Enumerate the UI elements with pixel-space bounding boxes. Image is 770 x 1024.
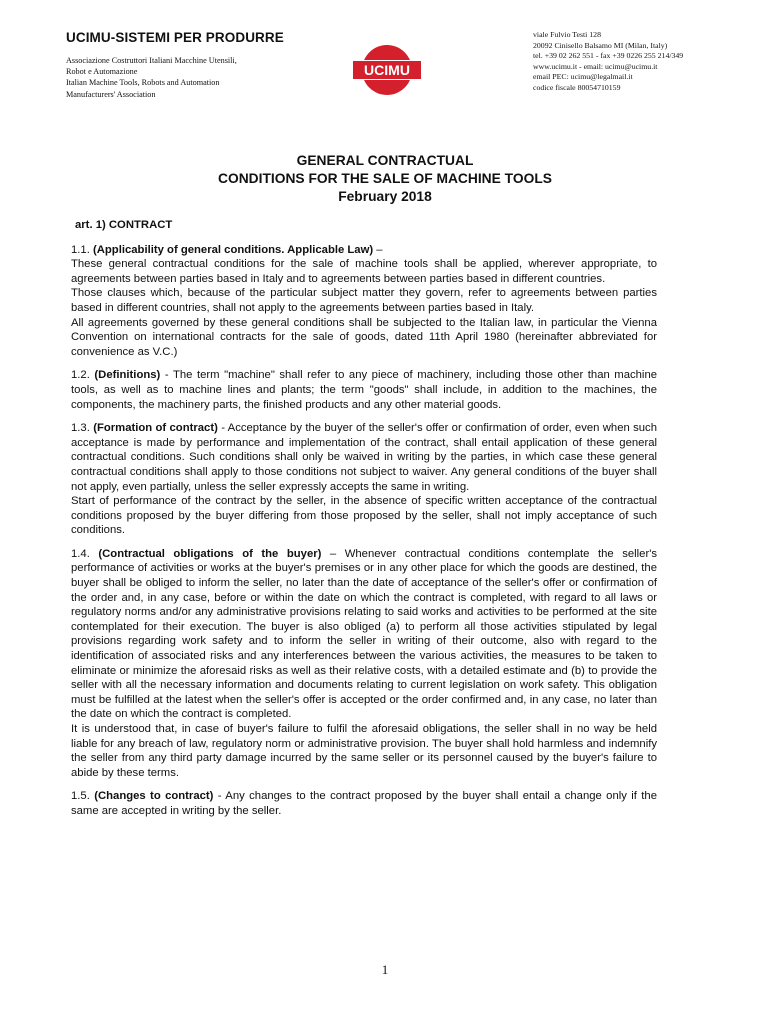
title-date: February 2018 bbox=[338, 189, 432, 204]
section-title: (Contractual obligations of the buyer) bbox=[98, 547, 322, 560]
section-number: 1.1. bbox=[71, 243, 93, 256]
section-paragraph: It is understood that, in case of buyer's failure to fulfil the aforesaid obligations, the seller shall in no way be held liable for any breach of law, regulatory norm or administrative provision. The buyer shall hold harmless and indemnify the seller from any third party damage incurred by the same seller or its personnel caused by the buyer's failure to abide by these terms. bbox=[71, 723, 657, 779]
assoc-line: Robot e Automazione bbox=[66, 67, 138, 77]
section-text: - Any changes to the contract proposed by the buyer shall entail a change only if the same are accepted in writing by the seller. bbox=[71, 790, 657, 817]
section-number: 1.5. bbox=[71, 790, 95, 803]
section-number: 1.3. bbox=[71, 422, 94, 435]
section-text: - The term "machine" shall refer to any piece of machinery, including those other than machine tools, as well as to machine lines and plants; the term "goods" shall include, in addition to the machines, the components, the machinery parts, the finished products and any other material goods. bbox=[71, 369, 658, 411]
section-title: (Applicability of general conditions. Applicable Law) bbox=[92, 243, 374, 256]
section-1-5 bbox=[71, 789, 657, 818]
header-contact bbox=[533, 30, 733, 94]
association-description bbox=[66, 55, 346, 100]
org-name: UCIMU-SISTEMI PER PRODURRE bbox=[66, 30, 284, 45]
document-body bbox=[71, 218, 657, 828]
section-paragraph: All agreements governed by these general conditions shall be subjected to the Italian law, in particular the Vienna Convention on international contracts for the sale of goods, dated 11th April 1980 (hereinafter abbreviated for convenience as V.C.) bbox=[71, 316, 657, 358]
title-line-1: GENERAL CONTRACTUAL bbox=[296, 153, 474, 168]
article-heading: art. 1) CONTRACT bbox=[75, 219, 173, 231]
contact-phone: tel. +39 02 262 551 - fax +39 0226 255 214/349 bbox=[533, 51, 684, 61]
section-number: 1.4. bbox=[71, 547, 99, 560]
section-title: (Changes to contract) bbox=[94, 790, 214, 803]
contact-city: 20092 Cinisello Balsamo MI (Milan, Italy) bbox=[533, 40, 668, 50]
contact-address: viale Fulvio Testi 128 bbox=[533, 30, 601, 39]
assoc-line: Manufacturers' Association bbox=[66, 89, 156, 99]
section-title: (Formation of contract) bbox=[93, 422, 218, 435]
header-left bbox=[66, 30, 346, 100]
document-title bbox=[0, 152, 770, 206]
logo-text: UCIMU bbox=[364, 62, 410, 78]
section-paragraph: These general contractual conditions for the sale of machine tools shall be applied, wherever appropriate, to agreements between parties based in Italy and to agreements between parties based in different countries. bbox=[71, 258, 657, 285]
section-number: 1.2. bbox=[71, 369, 95, 382]
assoc-line: Italian Machine Tools, Robots and Automation bbox=[66, 78, 220, 88]
section-1-1 bbox=[71, 243, 657, 360]
section-1-4 bbox=[71, 547, 657, 781]
section-text: - Acceptance by the buyer of the seller's offer or confirmation of order, even when such acceptance is made by performance and implementation of the contract, shall entail application of these general contractual conditions. Such conditions shall only be waived in writing by the parties, in which case these general contractual conditions shall apply to those conditions not subject to waiver. Any general conditions of the buyer shall not apply, even partially, unless the seller expressly accepts the same in writing. bbox=[71, 422, 657, 493]
title-line-2: CONDITIONS FOR THE SALE OF MACHINE TOOLS bbox=[218, 171, 552, 186]
contact-web-email: www.ucimu.it - email: ucimu@ucimu.it bbox=[533, 61, 658, 71]
section-paragraph: Start of performance of the contract by the seller, in the absence of specific written acceptance of the contractual conditions proposed by the buyer differing from those proposed by the seller, shall not imply acceptance of such conditions. bbox=[71, 495, 657, 537]
ucimu-logo bbox=[352, 44, 422, 96]
section-paragraph: Those clauses which, because of the particular subject matter they govern, refer to agreements between parties based in different countries, shall not apply to the agreements between parties based in Italy. bbox=[71, 287, 657, 314]
section-dash: – bbox=[373, 243, 383, 256]
section-title: (Definitions) bbox=[94, 369, 161, 382]
section-1-2 bbox=[71, 368, 657, 412]
page-number: 1 bbox=[381, 962, 389, 977]
contact-fiscal-code: codice fiscale 80054710159 bbox=[533, 82, 621, 92]
section-text: – Whenever contractual conditions contemplate the seller's performance of activities or works at the buyer's premises or in any other place for which the goods are destined, the buyer shall be obliged to inform the seller, no later than the date of acceptance of the seller's offer or confirmation of the order and, in any case, before or within the date on which the contract is completed, with regard to all laws or regulatory norms and/or any administrative provisions relating to said works and activities to be performed at the site contemplated for their execution. The buyer is also obliged (a) to perform all those activities stipulated by legal provisions regarding work safety and to inform the seller in writing of their outcome, also with regard to the identification of associated risks and any interferences between the various activities, the measures to be taken to eliminate or minimize the aforesaid risks as well as their relative costs, with a detailed estimate and (b) to provide the seller with all the necessary information and documents relating to current legislation on work safety. This obligation must be fulfilled at the latest when the seller's offer is accepted or the order confirmed and, in any case, no later than the date on which the contract is completed. bbox=[71, 547, 658, 721]
section-1-3 bbox=[71, 421, 657, 538]
assoc-line: Associazione Costruttori Italiani Macchine Utensili, bbox=[66, 56, 237, 65]
contact-pec: email PEC: ucimu@legalmail.it bbox=[533, 72, 633, 82]
